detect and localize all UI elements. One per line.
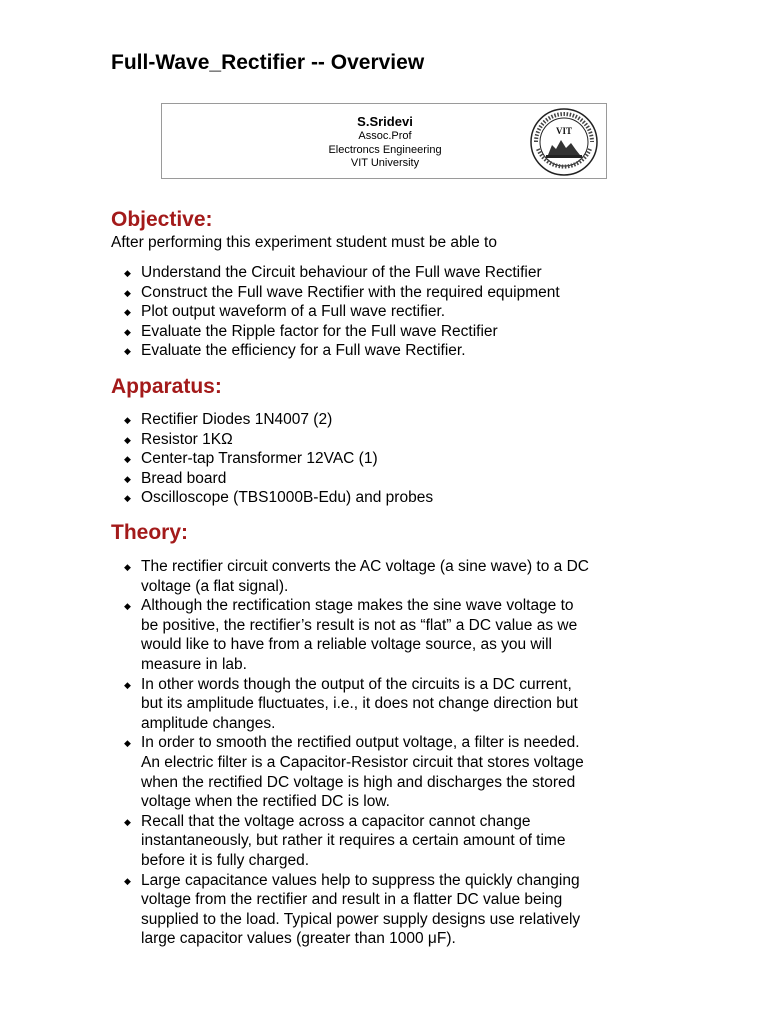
theory-item-text: The rectifier circuit converts the AC voltage (a sine wave) to a DC voltage (a flat signal). [141, 558, 589, 595]
apparatus-item-text: Rectifier Diodes 1N4007 (2) [141, 411, 333, 428]
list-item [111, 812, 671, 871]
list-item [111, 449, 671, 469]
university-seal-logo [528, 107, 600, 177]
bullet-icon: ◆ [124, 816, 131, 827]
bullet-icon: ◆ [124, 473, 131, 484]
theory-item-text: Although the rectification stage makes the sine wave voltage to be positive, the rectifier’s result is not as “flat” a DC value as we would like to have from a reliable voltage source, as you will measure in lab. [141, 597, 578, 673]
list-item [111, 871, 671, 949]
apparatus-item-text: Resistor 1KΩ [141, 430, 233, 448]
bullet-icon: ◆ [124, 454, 131, 465]
objective-heading: Objective: [111, 208, 213, 231]
bullet-icon: ◆ [124, 326, 131, 337]
author-role: Assoc.Prof [358, 130, 412, 142]
bullet-icon: ◆ [124, 307, 131, 318]
document-title: Full-Wave_Rectifier -- Overview [111, 51, 425, 74]
apparatus-item-text: Bread board [141, 469, 227, 487]
bullet-icon: ◆ [124, 601, 131, 612]
objective-item-text: Construct the Full wave Rectifier with the required equipment [141, 283, 560, 301]
theory-item-text: Large capacitance values help to suppress the quickly changing voltage from the rectifier and result in a flatter DC value being supplied to the load. Typical power supply designs use relatively large capacitor values (greater than 1000 μF). [141, 871, 581, 948]
apparatus-heading: Apparatus: [111, 375, 222, 398]
list-item [111, 283, 671, 303]
objective-item-text: Plot output waveform of a Full wave rectifier. [141, 303, 446, 321]
bullet-icon: ◆ [124, 738, 131, 749]
list-item [111, 322, 671, 342]
theory-list [111, 557, 671, 949]
list-item [111, 263, 671, 283]
apparatus-item-text: Center-tap Transformer 12VAC (1) [141, 450, 378, 468]
list-item [111, 488, 671, 508]
list-item [111, 430, 671, 450]
theory-item-text: In order to smooth the rectified output voltage, a filter is needed. An electric filter is a Capacitor-Resistor circuit that stores voltage when the rectified DC voltage is high and discharges the stored voltage when the rectified DC is low. [141, 734, 584, 811]
list-item [111, 469, 671, 489]
objective-item-text: Evaluate the Ripple factor for the Full wave Rectifier [141, 322, 498, 340]
bullet-icon: ◆ [124, 287, 131, 298]
theory-heading: Theory: [111, 521, 189, 544]
author-institution: VIT University [350, 157, 420, 169]
apparatus-list [111, 410, 671, 508]
list-item [111, 341, 671, 361]
author-info [280, 114, 490, 171]
objective-intro: After performing this experiment student must be able to [111, 234, 497, 251]
theory-item-text: Recall that the voltage across a capacitor cannot change instantaneously, but rather it requires a certain amount of time before it is fully charged. [141, 812, 566, 869]
bullet-icon: ◆ [124, 679, 131, 690]
bullet-icon: ◆ [124, 346, 131, 357]
bullet-icon: ◆ [124, 415, 131, 425]
bullet-icon: ◆ [124, 875, 131, 886]
objective-item-text: Evaluate the efficiency for a Full wave Rectifier. [141, 342, 466, 360]
author-name: S.Sridevi [357, 114, 413, 129]
objective-list [111, 263, 671, 361]
list-item [111, 557, 671, 596]
list-item [111, 302, 671, 322]
list-item [111, 675, 671, 734]
seal-text: VIT [555, 126, 573, 136]
list-item [111, 596, 671, 674]
theory-item-text: In other words though the output of the circuits is a DC current, but its amplitude fluctuates, i.e., it does not change direction but amplitude changes. [141, 675, 578, 732]
apparatus-item-text: Oscilloscope (TBS1000B-Edu) and probes [141, 489, 434, 507]
author-info-box [161, 103, 607, 179]
bullet-icon: ◆ [124, 434, 131, 445]
list-item [111, 410, 671, 430]
bullet-icon: ◆ [124, 268, 131, 278]
bullet-icon: ◆ [124, 493, 131, 504]
bullet-icon: ◆ [124, 562, 131, 572]
objective-item-text: Understand the Circuit behaviour of the Full wave Rectifier [141, 264, 542, 281]
list-item [111, 733, 671, 811]
author-department: Electroncs Engineering [328, 143, 442, 156]
